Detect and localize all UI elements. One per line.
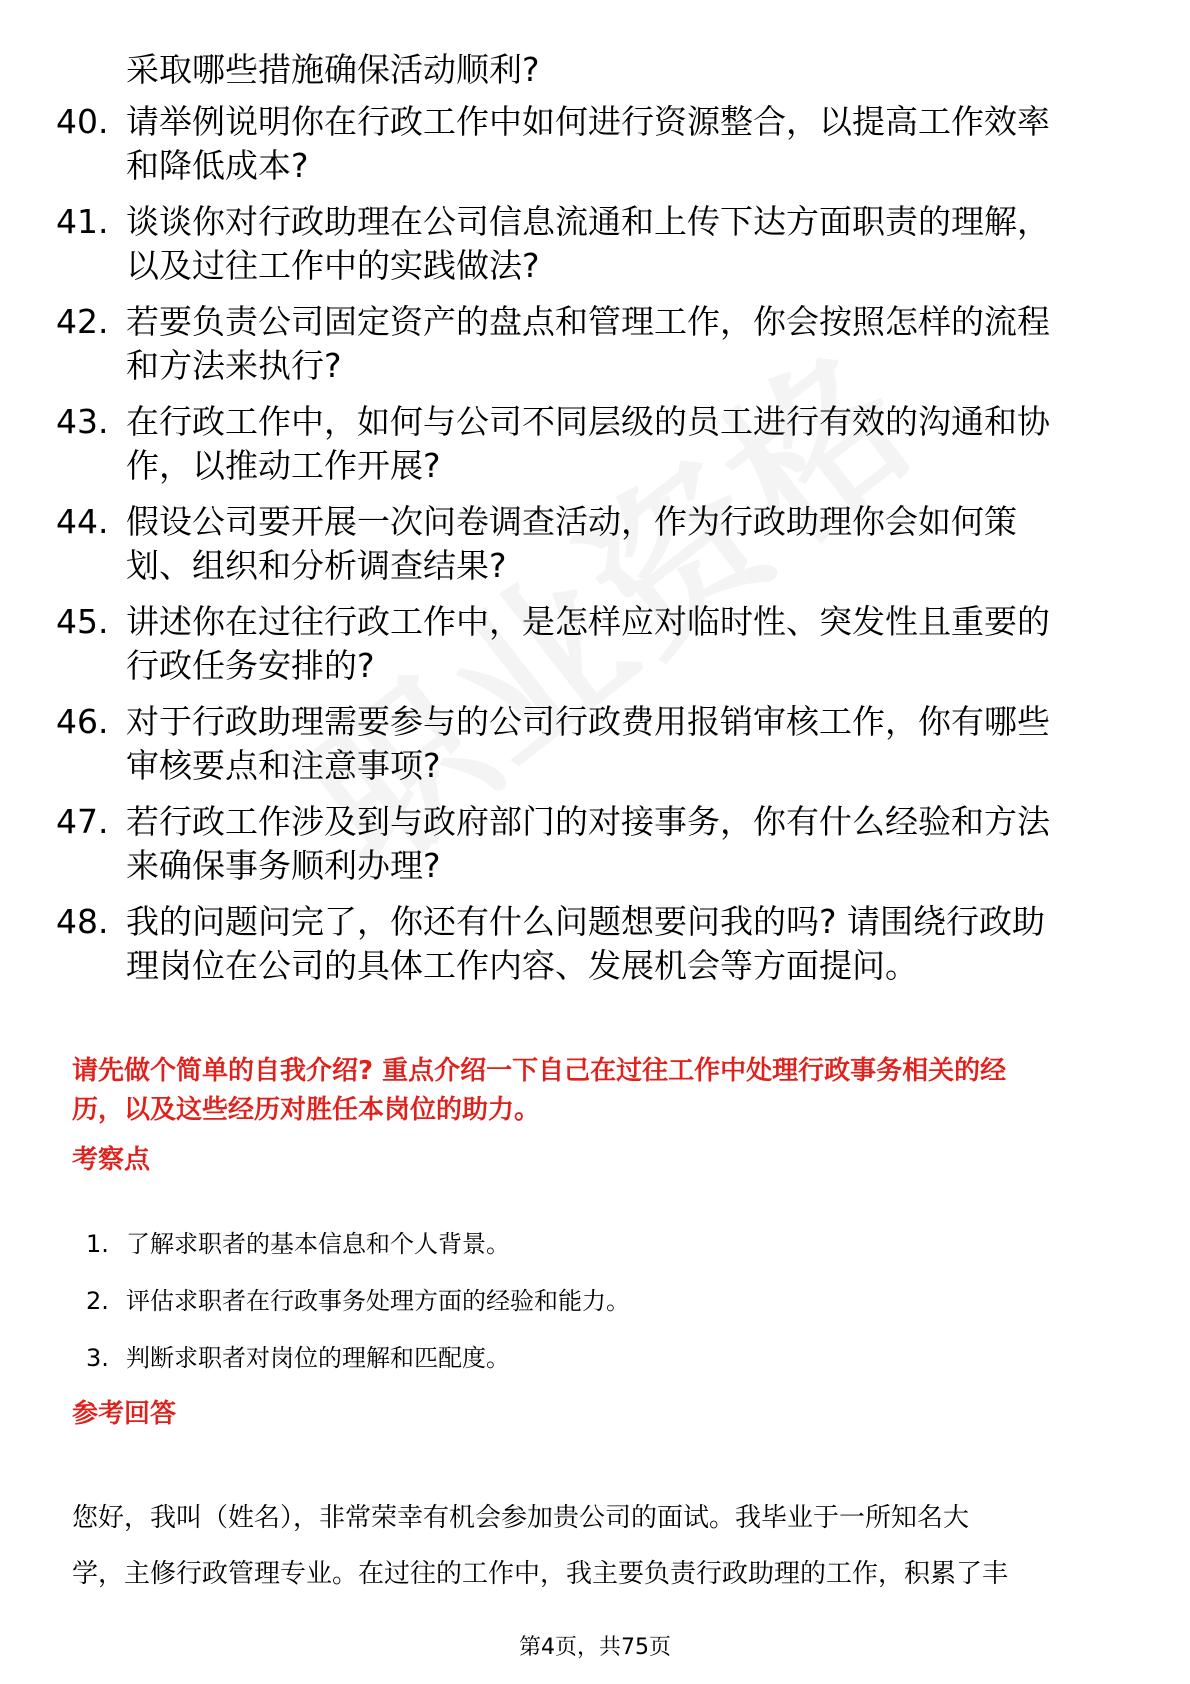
question-text-line: 来确保事务顺利办理? [126, 846, 441, 885]
assessment-item-number: 3. [86, 1344, 109, 1372]
question-number: 47. [56, 802, 109, 841]
question-text-line: 若行政工作涉及到与政府部门的对接事务，你有什么经验和方法 [126, 802, 1050, 841]
question-number: 44. [56, 502, 109, 541]
question-number: 40. [56, 102, 109, 141]
question-item [56, 300, 1136, 388]
question-text-line: 审核要点和注意事项? [126, 746, 441, 785]
assessment-item-number: 1. [86, 1230, 109, 1258]
question-text-line: 理岗位在公司的具体工作内容、发展机会等方面提问。 [126, 946, 918, 985]
assessment-item-text: 判断求职者对岗位的理解和匹配度。 [126, 1344, 510, 1372]
question-text-line: 和降低成本? [126, 146, 309, 185]
question-text-line: 划、组织和分析调查结果? [126, 546, 507, 585]
question-text-line: 若要负责公司固定资产的盘点和管理工作，你会按照怎样的流程 [126, 302, 1050, 341]
assessment-item-number: 2. [86, 1287, 109, 1315]
reference-answer [72, 1490, 1132, 1602]
question-text-line: 和方法来执行? [126, 346, 342, 385]
question-item [56, 900, 1136, 988]
page-footer: 第4页，共75页 [519, 1635, 671, 1660]
question-number: 46. [56, 702, 109, 741]
question-text-line: 行政任务安排的? [126, 646, 375, 685]
question-item [56, 600, 1136, 688]
question-continuation: 采取哪些措施确保活动顺利? [126, 50, 540, 89]
assessment-item-text: 评估求职者在行政事务处理方面的经验和能力。 [126, 1287, 630, 1315]
question-number: 43. [56, 402, 109, 441]
assessment-item [86, 1226, 630, 1262]
question-text-line: 对于行政助理需要参与的公司行政费用报销审核工作，你有哪些 [126, 702, 1050, 741]
question-number: 45. [56, 602, 109, 641]
question-text-line: 在行政工作中，如何与公司不同层级的员工进行有效的沟通和协 [126, 402, 1050, 441]
assessment-list [86, 1226, 630, 1397]
question-text-line: 讲述你在过往行政工作中，是怎样应对临时性、突发性且重要的 [126, 602, 1050, 641]
question-text-line: 作，以推动工作开展? [126, 446, 441, 485]
question-number: 42. [56, 302, 109, 341]
question-text-line: 假设公司要开展一次问卷调查活动，作为行政助理你会如何策 [126, 502, 1017, 541]
question-item [56, 200, 1136, 288]
highlighted-question [72, 1052, 1132, 1130]
assessment-item [86, 1340, 630, 1376]
question-list [56, 100, 1136, 1000]
assessment-item [86, 1283, 630, 1319]
assessment-item-text: 了解求职者的基本信息和个人背景。 [126, 1230, 510, 1258]
question-text-line: 以及过往工作中的实践做法? [126, 246, 540, 285]
question-text-line: 我的问题问完了，你还有什么问题想要问我的吗? 请围绕行政助 [126, 902, 1046, 941]
question-item [56, 400, 1136, 488]
question-item [56, 100, 1136, 188]
highlighted-question-line: 历，以及这些经历对胜任本岗位的助力。 [72, 1095, 541, 1125]
reference-answer-line: 您好，我叫（姓名），非常荣幸有机会参加贵公司的面试。我毕业于一所知名大 [72, 1503, 970, 1533]
question-number: 48. [56, 902, 109, 941]
highlighted-question-line: 请先做个简单的自我介绍? 重点介绍一下自己在过往工作中处理行政事务相关的经 [72, 1056, 1007, 1086]
reference-answer-title: 参考回答 [72, 1399, 177, 1429]
question-number: 41. [56, 202, 109, 241]
question-text-line: 谈谈你对行政助理在公司信息流通和上传下达方面职责的理解， [126, 202, 1050, 241]
question-item [56, 500, 1136, 588]
question-text-line: 请举例说明你在行政工作中如何进行资源整合，以提高工作效率 [126, 102, 1050, 141]
reference-answer-line: 学，主修行政管理专业。在过往的工作中，我主要负责行政助理的工作，积累了丰 [72, 1559, 1009, 1589]
assessment-title: 考察点 [72, 1145, 151, 1175]
question-item [56, 700, 1136, 788]
question-item [56, 800, 1136, 888]
